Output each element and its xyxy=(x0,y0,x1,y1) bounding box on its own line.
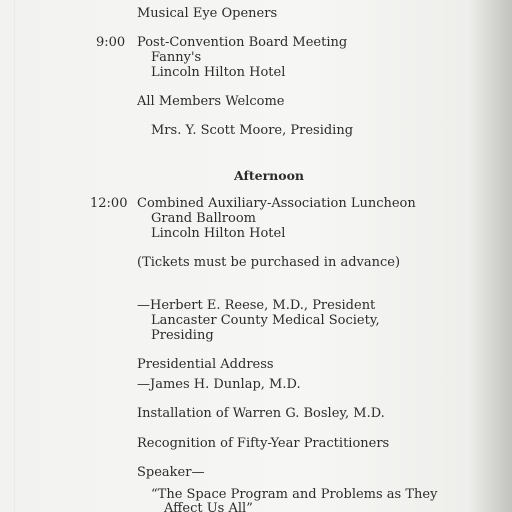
page-fold xyxy=(14,0,15,512)
luncheon-room: Grand Ballroom xyxy=(151,211,256,226)
board-meeting-venue: Fanny's xyxy=(151,50,202,65)
president-line-1: —Herbert E. Reese, M.D., President xyxy=(137,298,376,313)
musical-eye-openers: Musical Eye Openers xyxy=(137,6,278,21)
luncheon-hotel: Lincoln Hilton Hotel xyxy=(151,226,286,241)
board-meeting-hotel: Lincoln Hilton Hotel xyxy=(151,65,286,80)
installation-line: Installation of Warren G. Bosley, M.D. xyxy=(137,406,385,421)
board-meeting-title: Post-Convention Board Meeting xyxy=(137,35,348,50)
recognition-line: Recognition of Fifty-Year Practitioners xyxy=(137,436,390,451)
all-members-welcome: All Members Welcome xyxy=(137,94,285,109)
president-line-3: Presiding xyxy=(151,328,214,343)
luncheon-time: 12:00 xyxy=(90,196,128,211)
address-speaker: —James H. Dunlap, M.D. xyxy=(137,377,301,392)
speaker-label: Speaker— xyxy=(137,465,205,480)
board-presiding: Mrs. Y. Scott Moore, Presiding xyxy=(151,123,354,138)
board-meeting-time: 9:00 xyxy=(96,35,126,50)
tickets-note: (Tickets must be purchased in advance) xyxy=(137,255,401,270)
president-line-2: Lancaster County Medical Society, xyxy=(151,313,380,328)
luncheon-title: Combined Auxiliary-Association Luncheon xyxy=(137,196,416,211)
speech-title-line-1: “The Space Program and Problems as They xyxy=(151,487,438,502)
speech-title-line-2: Affect Us All” xyxy=(164,501,253,512)
afternoon-heading: Afternoon xyxy=(234,168,305,183)
page-edge-shadow xyxy=(468,0,512,512)
presidential-address: Presidential Address xyxy=(137,357,274,372)
